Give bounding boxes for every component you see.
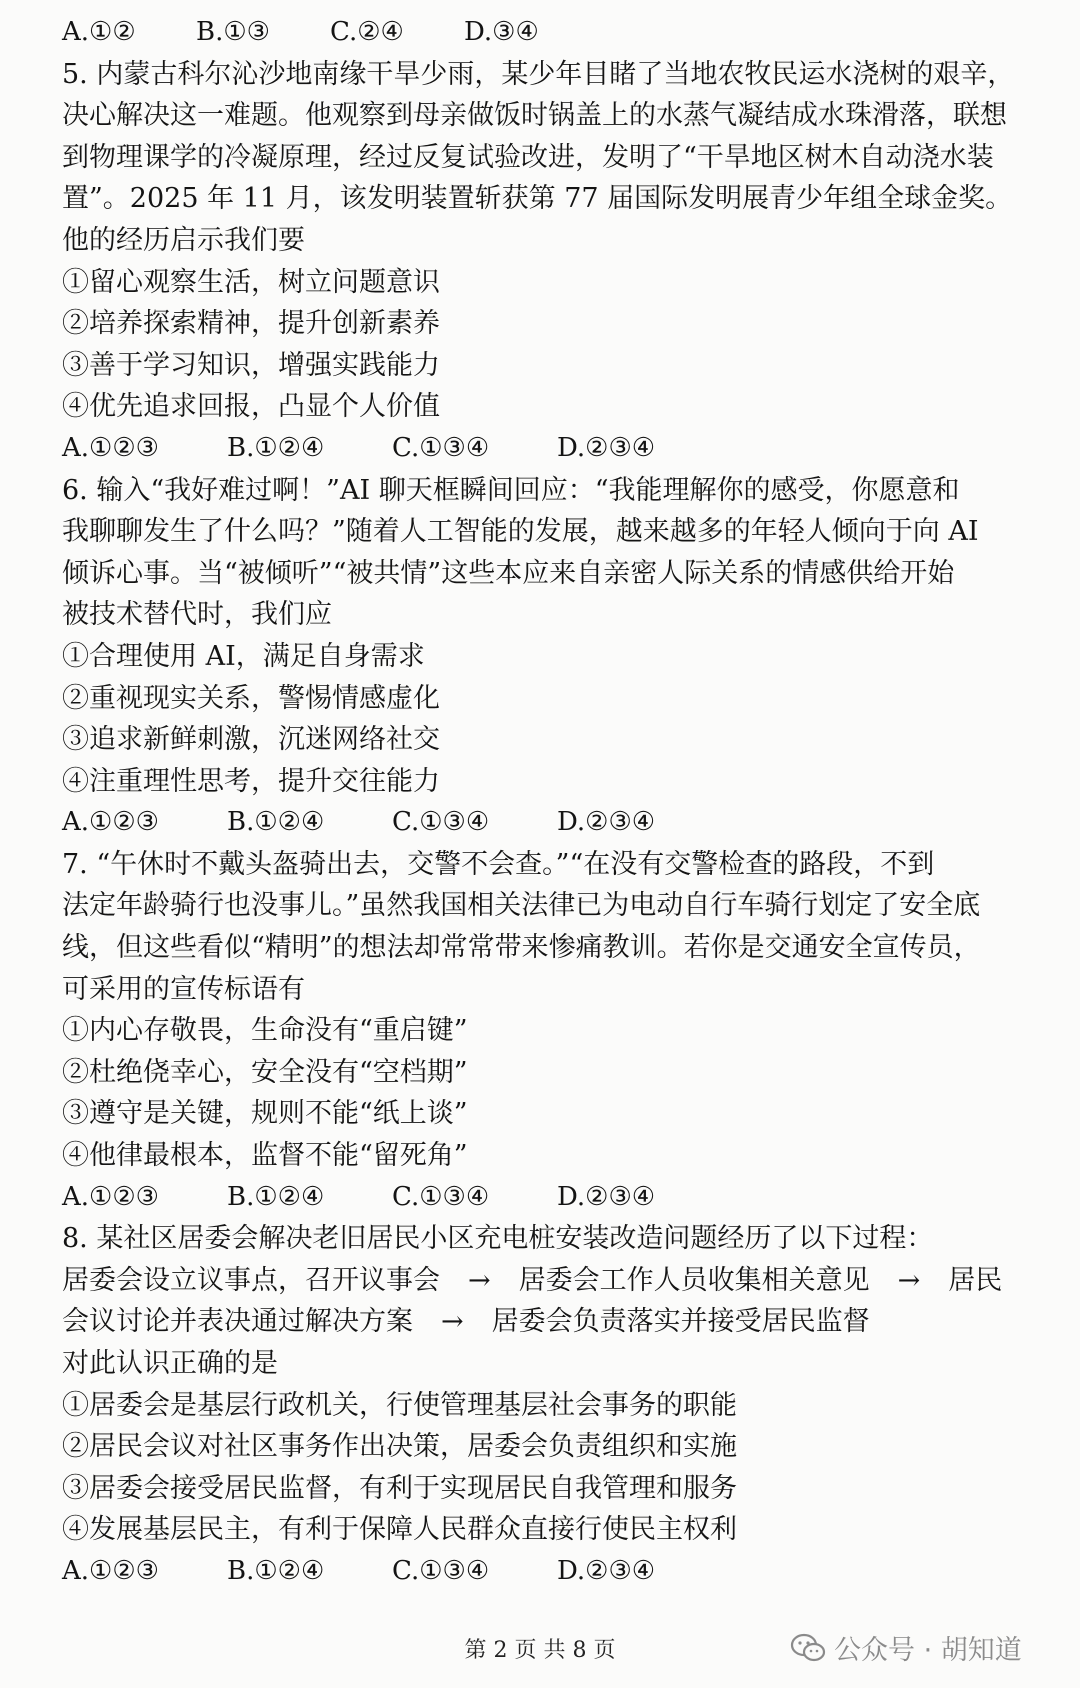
q8-stem: 8. 某社区居委会解决老旧居民小区充电桩安装改造问题经历了以下过程：: [62, 1223, 934, 1255]
page-footer: 第 2 页 共 8 页: [464, 1638, 616, 1663]
q5-stem-line: 到物理课学的冷凝原理，经过反复试验改进，发明了“干旱地区树木自动浇水装: [62, 141, 994, 173]
question-8: [62, 1218, 1030, 1592]
q7-option-d: D.②③④: [557, 1181, 656, 1212]
q6-option-a: A.①②③: [62, 807, 159, 838]
q7-item: ①内心存敬畏，生命没有“重启键”: [62, 1015, 468, 1047]
q8-flow-step: 居委会工作人员收集相关意见: [518, 1264, 870, 1296]
q5-item: ③善于学习知识，增强实践能力: [62, 349, 440, 381]
q8-item: ③居委会接受居民监督，有利于实现居民自我管理和服务: [62, 1472, 737, 1504]
q8-ask: 对此认识正确的是: [62, 1348, 278, 1379]
q7-item: ③遵守是关键，规则不能“纸上谈”: [62, 1098, 468, 1130]
q8-option-a: A.①②③: [62, 1555, 159, 1586]
q6-stem-line: 我聊聊发生了什么吗？”随着人工智能的发展，越来越多的年轻人倾向于向 AI: [62, 516, 979, 548]
arrow-right-icon: →: [468, 1264, 491, 1296]
q8-flow-step: 居民: [948, 1264, 1003, 1296]
q5-option-b: B.①②④: [227, 432, 325, 463]
q7-option-a: A.①②③: [62, 1181, 159, 1212]
q8-item: ②居民会议对社区事务作出决策，居委会负责组织和实施: [62, 1431, 737, 1463]
q6-item: ①合理使用 AI，满足自身需求: [62, 640, 425, 672]
q8-flow-line-1: [62, 1260, 1030, 1302]
q8-flow-step: 会议讨论并表决通过解决方案: [62, 1306, 413, 1338]
q5-item: ②培养探索精神，提升创新素养: [62, 308, 440, 340]
q7-option-c: C.①③④: [392, 1181, 490, 1212]
question-5: [62, 54, 1030, 470]
q4-option-c: C.②④: [330, 17, 404, 47]
watermark: [790, 1628, 1022, 1667]
q6-item: ③追求新鲜刺激，沉迷网络社交: [62, 724, 440, 756]
q7-stem-line: 法定年龄骑行也没事儿。”虽然我国相关法律已为电动自行车骑行划定了安全底: [62, 890, 981, 922]
q7-options: [62, 1177, 1030, 1219]
q6-item: ②重视现实关系，警惕情感虚化: [62, 682, 440, 714]
wechat-icon: [790, 1633, 826, 1663]
q8-item: ④发展基层民主，有利于保障人民群众直接行使民主权利: [62, 1514, 737, 1546]
q4-options: [62, 12, 1030, 54]
q6-stem-line: 被技术替代时，我们应: [62, 599, 332, 631]
q5-stem-line: 他的经历启示我们要: [62, 224, 305, 256]
q5-stem-line: 置”。2025 年 11 月，该发明装置斩获第 77 届国际发明展青少年组全球金奖。: [62, 183, 1013, 215]
q8-flow-line-2: [62, 1301, 1030, 1343]
question-7: [62, 844, 1030, 1218]
q5-stem-line: 5. 内蒙古科尔沁沙地南缘干旱少雨，某少年目睹了当地农牧民运水浇树的艰辛，: [62, 58, 1015, 90]
q8-option-d: D.②③④: [557, 1555, 656, 1586]
q7-stem-line: 可采用的宣传标语有: [62, 973, 305, 1005]
arrow-right-icon: →: [897, 1264, 921, 1296]
q6-option-d: D.②③④: [557, 807, 656, 838]
q6-options: [62, 802, 1030, 844]
q5-option-a: A.①②③: [62, 432, 159, 463]
q5-item: ④优先追求回报，凸显个人价值: [62, 391, 440, 423]
q5-option-c: C.①③④: [392, 432, 490, 463]
exam-page: [62, 12, 1030, 1593]
q7-item: ④他律最根本，监督不能“留死角”: [62, 1140, 468, 1172]
q8-flow-step: 居委会负责落实并接受居民监督: [491, 1306, 870, 1338]
q6-stem-line: 倾诉心事。当“被倾听”“被共情”这些本应来自亲密人际关系的情感供给开始: [62, 557, 955, 589]
q4-option-a: A.①②: [62, 17, 136, 47]
q8-item: ①居委会是基层行政机关，行使管理基层社会事务的职能: [62, 1389, 737, 1421]
q5-stem-line: 决心解决这一难题。他观察到母亲做饭时锅盖上的水蒸气凝结成水珠滑落，联想: [62, 100, 1007, 132]
arrow-right-icon: →: [441, 1306, 464, 1338]
q6-option-c: C.①③④: [392, 807, 490, 838]
q5-item: ①留心观察生活，树立问题意识: [62, 266, 440, 298]
q6-option-b: B.①②④: [227, 807, 325, 838]
q4-option-d: D.③④: [464, 17, 539, 47]
question-6: [62, 470, 1030, 844]
q7-option-b: B.①②④: [227, 1181, 325, 1212]
watermark-text: 公众号 · 胡知道: [834, 1635, 1022, 1666]
q8-option-c: C.①③④: [392, 1555, 490, 1586]
q7-item: ②杜绝侥幸心，安全没有“空档期”: [62, 1056, 468, 1088]
q7-stem-line: 线，但这些看似“精明”的想法却常常带来惨痛教训。若你是交通安全宣传员，: [62, 932, 981, 964]
q8-flow-step: 居委会设立议事点，召开议事会: [62, 1264, 440, 1296]
q7-stem-line: 7. “午休时不戴头盔骑出去，交警不会查。”“在没有交警检查的路段，不到: [62, 848, 935, 880]
q8-option-b: B.①②④: [227, 1555, 325, 1586]
q6-stem-line: 6. 输入“我好难过啊！”AI 聊天框瞬间回应：“我能理解你的感受，你愿意和: [62, 474, 960, 506]
q4-option-b: B.①③: [196, 17, 270, 47]
q5-options: [62, 428, 1030, 470]
q8-options: [62, 1551, 1030, 1593]
q5-option-d: D.②③④: [557, 432, 656, 463]
q6-item: ④注重理性思考，提升交往能力: [62, 765, 440, 797]
